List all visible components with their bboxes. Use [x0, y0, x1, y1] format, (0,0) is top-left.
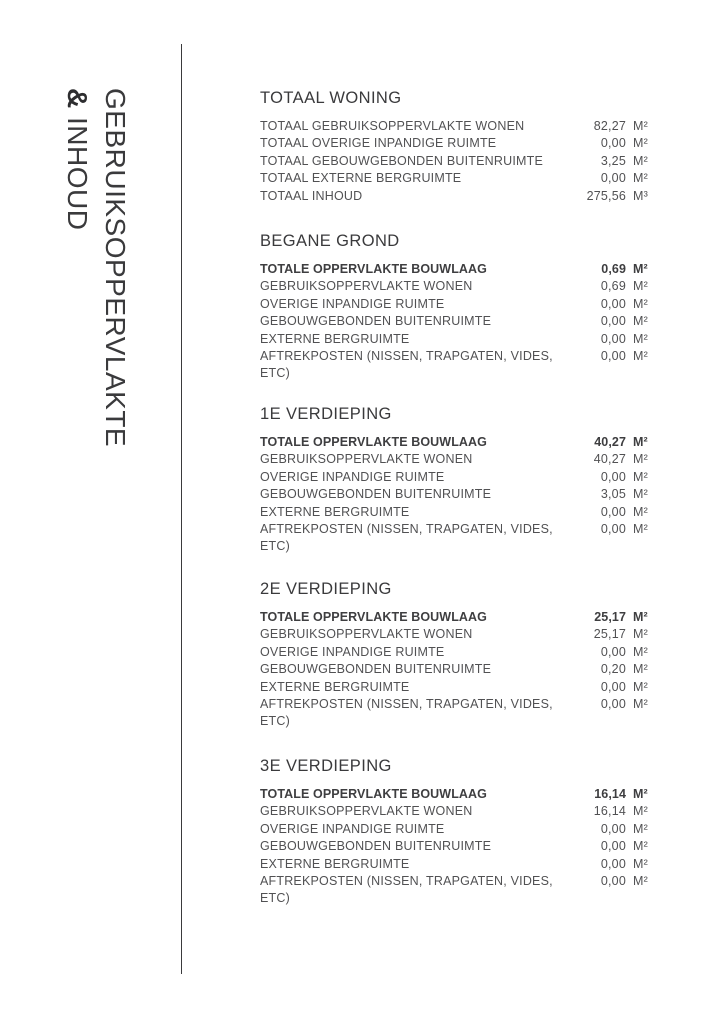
row-label: TOTALE OPPERVLAKTE BOUWLAAG: [260, 787, 488, 801]
row-value: 0,00: [600, 522, 626, 537]
table-row: [260, 135, 656, 152]
table-row: [260, 521, 656, 556]
row-value: 0,00: [600, 697, 626, 712]
divider-line: [181, 44, 182, 974]
row-label: AFTREKPOSTEN (NISSEN, TRAPGATEN, VIDES, ETC): [260, 697, 553, 729]
row-value: 0,00: [600, 644, 626, 659]
row-label: OVERIGE INPANDIGE RUIMTE: [260, 821, 445, 836]
table-row: [260, 786, 656, 803]
row-unit: M²: [633, 804, 648, 819]
row-value: 25,17: [593, 627, 626, 642]
row-label: GEBOUWGEBONDEN BUITENRUIMTE: [260, 839, 492, 854]
row-value: 3,05: [600, 487, 626, 502]
row-label: OVERIGE INPANDIGE RUIMTE: [260, 296, 445, 311]
section-heading: 2E VERDIEPING: [260, 580, 392, 598]
row-label: EXTERNE BERGRUIMTE: [260, 856, 410, 871]
row-value: 0,00: [600, 314, 626, 329]
row-label: GEBRUIKSOPPERVLAKTE WONEN: [260, 627, 473, 642]
table-row: [260, 803, 656, 820]
table-row: [260, 838, 656, 855]
row-unit: M²: [633, 697, 648, 712]
row-label: AFTREKPOSTEN (NISSEN, TRAPGATEN, VIDES, ETC): [260, 522, 553, 554]
row-unit: M²: [633, 119, 648, 133]
sidebar-title-line2-text: INHOUD: [62, 108, 93, 231]
row-unit: M²: [633, 153, 648, 168]
row-unit: M²: [633, 435, 648, 449]
row-value: 25,17: [594, 610, 626, 624]
row-value: 16,14: [593, 804, 626, 819]
row-unit: M²: [633, 787, 648, 801]
table-row: [260, 170, 656, 187]
row-unit: M²: [633, 314, 648, 329]
row-value: 0,00: [600, 874, 626, 889]
table-row: [260, 278, 656, 295]
table-row: [260, 696, 656, 731]
table-row: [260, 118, 656, 135]
row-value: 3,25: [600, 153, 626, 168]
table-row: [260, 856, 656, 873]
row-unit: M²: [633, 644, 648, 659]
section-totaal-woning: [260, 88, 656, 205]
row-label: TOTAAL GEBRUIKSOPPERVLAKTE WONEN: [260, 119, 525, 133]
table-row: [260, 348, 656, 383]
row-unit: M²: [633, 349, 648, 364]
row-unit: M²: [633, 469, 648, 484]
row-label: EXTERNE BERGRUIMTE: [260, 504, 410, 519]
row-value: 0,69: [601, 262, 626, 276]
row-label: OVERIGE INPANDIGE RUIMTE: [260, 469, 445, 484]
row-label: TOTAAL GEBOUWGEBONDEN BUITENRUIMTE: [260, 153, 543, 168]
table-row: [260, 609, 656, 626]
row-unit: M²: [633, 171, 648, 186]
row-unit: M²: [633, 874, 648, 889]
row-label: GEBOUWGEBONDEN BUITENRUIMTE: [260, 487, 492, 502]
row-unit: M²: [633, 331, 648, 346]
row-label: EXTERNE BERGRUIMTE: [260, 331, 410, 346]
row-value: 16,14: [594, 787, 626, 801]
section-begane-grond: [260, 231, 656, 383]
row-unit: M²: [633, 504, 648, 519]
row-label: GEBRUIKSOPPERVLAKTE WONEN: [260, 452, 473, 467]
section-heading: 1E VERDIEPING: [260, 405, 392, 423]
row-label: GEBOUWGEBONDEN BUITENRUIMTE: [260, 662, 492, 677]
table-row: [260, 644, 656, 661]
table-row: [260, 661, 656, 678]
row-unit: M²: [633, 522, 648, 537]
table-row: [260, 469, 656, 486]
row-label: TOTAAL OVERIGE INPANDIGE RUIMTE: [260, 136, 497, 151]
row-unit: M²: [633, 296, 648, 311]
table-row: [260, 331, 656, 348]
row-unit: M²: [633, 452, 648, 467]
row-unit: M²: [633, 662, 648, 677]
table-row: [260, 873, 656, 908]
row-value: 40,27: [594, 435, 626, 449]
row-label: AFTREKPOSTEN (NISSEN, TRAPGATEN, VIDES, ETC): [260, 874, 553, 906]
row-value: 0,00: [600, 679, 626, 694]
row-unit: M²: [633, 627, 648, 642]
row-unit: M²: [633, 856, 648, 871]
row-value: 0,00: [600, 171, 626, 186]
section-1e-verdieping: [260, 404, 656, 556]
row-unit: M³: [633, 188, 648, 203]
row-value: 0,69: [600, 279, 626, 294]
row-value: 0,00: [600, 469, 626, 484]
row-label: AFTREKPOSTEN (NISSEN, TRAPGATEN, VIDES, ETC): [260, 349, 553, 381]
section-2e-verdieping: [260, 579, 656, 731]
table-row: [260, 504, 656, 521]
row-value: 0,00: [600, 856, 626, 871]
row-value: 0,00: [600, 296, 626, 311]
row-unit: M²: [633, 839, 648, 854]
row-label: TOTALE OPPERVLAKTE BOUWLAAG: [260, 435, 488, 449]
table-row: [260, 261, 656, 278]
sidebar-title: [58, 88, 134, 447]
row-value: 0,00: [600, 821, 626, 836]
row-unit: M²: [633, 821, 648, 836]
table-row: [260, 188, 656, 205]
row-value: 275,56: [586, 188, 626, 203]
row-label: TOTALE OPPERVLAKTE BOUWLAAG: [260, 610, 488, 624]
sidebar-title-line2: [58, 88, 96, 447]
table-row: [260, 451, 656, 468]
row-unit: M²: [633, 487, 648, 502]
row-unit: M²: [633, 679, 648, 694]
row-label: GEBRUIKSOPPERVLAKTE WONEN: [260, 804, 473, 819]
section-heading: 3E VERDIEPING: [260, 757, 392, 775]
table-row: [260, 486, 656, 503]
row-label: TOTAAL INHOUD: [260, 188, 363, 203]
table-row: [260, 296, 656, 313]
row-unit: M²: [633, 610, 648, 624]
table-row: [260, 821, 656, 838]
row-label: TOTALE OPPERVLAKTE BOUWLAAG: [260, 262, 488, 276]
section-heading: TOTAAL WONING: [260, 89, 402, 107]
row-label: OVERIGE INPANDIGE RUIMTE: [260, 644, 445, 659]
row-label: TOTAAL EXTERNE BERGRUIMTE: [260, 171, 462, 186]
row-value: 0,00: [600, 504, 626, 519]
ampersand-glyph: &: [62, 88, 93, 109]
table-row: [260, 434, 656, 451]
row-value: 0,00: [600, 349, 626, 364]
sidebar-title-line1: GEBRUIKSOPPERVLAKTE: [100, 88, 131, 448]
section-heading: BEGANE GROND: [260, 232, 400, 250]
row-value: 40,27: [593, 452, 626, 467]
row-value: 0,20: [600, 662, 626, 677]
table-row: [260, 313, 656, 330]
row-value: 82,27: [593, 119, 626, 133]
row-unit: M²: [633, 279, 648, 294]
row-label: GEBRUIKSOPPERVLAKTE WONEN: [260, 279, 473, 294]
row-value: 0,00: [600, 136, 626, 151]
row-value: 0,00: [600, 839, 626, 854]
section-3e-verdieping: [260, 756, 656, 908]
row-unit: M²: [633, 136, 648, 151]
row-unit: M²: [633, 262, 648, 276]
row-label: EXTERNE BERGRUIMTE: [260, 679, 410, 694]
row-label: GEBOUWGEBONDEN BUITENRUIMTE: [260, 314, 492, 329]
table-row: [260, 626, 656, 643]
row-value: 0,00: [600, 331, 626, 346]
table-row: [260, 679, 656, 696]
table-row: [260, 153, 656, 170]
